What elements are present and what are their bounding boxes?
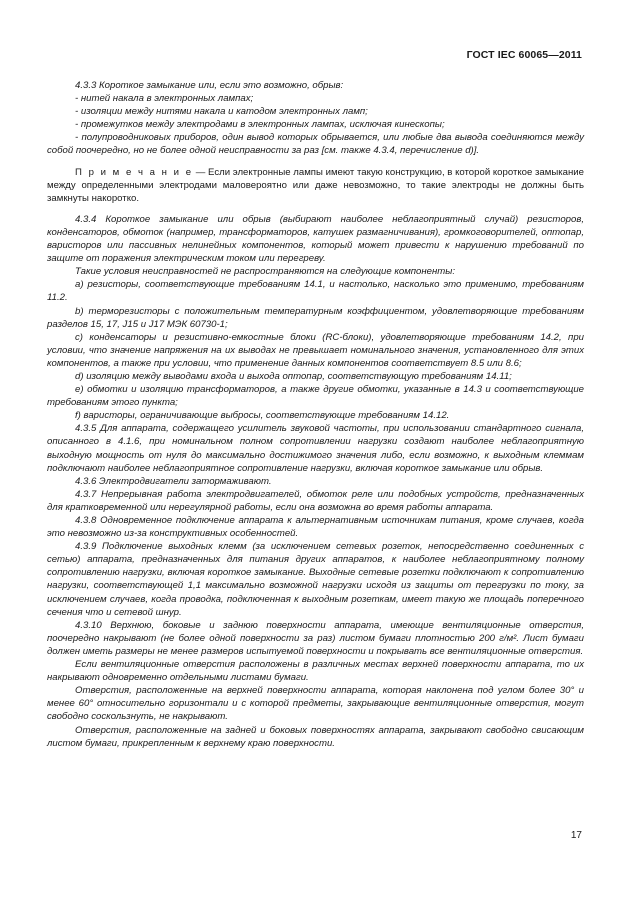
note-label: П р и м е ч а н и е bbox=[75, 166, 194, 178]
page-number: 17 bbox=[570, 830, 582, 841]
list-item: b) терморезисторы с положительным температурным коэффициентом, удовлетворяющие требованиям разделов 15, 17, J15 и J17 МЭК 60730-1; bbox=[47, 305, 584, 330]
paragraph-4-3-3: 4.3.3 Короткое замыкание или, если это возможно, обрыв: bbox=[75, 80, 344, 91]
list-item: - нитей накала в электронных лампах; bbox=[75, 93, 254, 105]
paragraph: Отверстия, расположенные на задней и боковых поверхностях аппарата, закрывают свободно свисающим листом бумаги, прикрепленным к верхнему краю поверхности. bbox=[47, 724, 584, 749]
paragraph-4-3-10: 4.3.10 Верхнюю, боковые и заднюю поверхности аппарата, имеющие вентиляционные отверстия, поочередно накрывают (не более одной поверхности за раз) листом бумаги плотностью 200 г/м². Лист бумаги должен иметь размеры не менее размеров испытуемой поверхности и покрывать все вентиляционные отверстия. bbox=[47, 619, 584, 657]
paragraph-4-3-9: 4.3.9 Подключение выходных клемм (за исключением сетевых розеток, непосредственно соединенных с сетью) аппарата, предназначенных для питания других аппаратов, к наиболее неблагоприятному полному сопротивлению нагрузки, включая короткое замыкание. Выходные сетевые розетки подключают к сопротивлению нагрузки, соответствующей 1,1 максимально возможной нагрузки исходя из защиты от перегрузки по току, за исключением случаев, когда проводка, подключенная к выходным розеткам, имеет такую же площадь поперечного сечения что и сетевой шнур. bbox=[47, 541, 584, 618]
list-item: f) варисторы, ограничивающие выбросы, соответствующие требованиям 14.12. bbox=[75, 410, 450, 422]
paragraph: Отверстия, расположенные на верхней поверхности аппарата, которая наклонена под углом более 30° и менее 60° относительно горизонтали и с которой предметы, закрывающие вентиляционные отверстия, могут свободно соскользнуть, не накрывают. bbox=[47, 685, 584, 723]
paragraph-4-3-7: 4.3.7 Непрерывная работа электродвигателей, обмоток реле или подобных устройств, предназначенных для кратковременной или нерегулярной работы, если она возможна во время работы аппарата. bbox=[47, 488, 584, 513]
paragraph-4-3-6: 4.3.6 Электродвигатели затормаживают. bbox=[75, 475, 272, 487]
list-item: e) обмотки и изоляцию трансформаторов, а также другие обмотки, указанные в 14.3 и соответствующие требованиям этого пункта; bbox=[47, 384, 584, 409]
standard-header: ГОСТ IEC 60065—2011 bbox=[466, 49, 582, 61]
paragraph-4-3-8: 4.3.8 Одновременное подключение аппарата к альтернативным источникам питания, кроме случаев, когда это невозможно из-за конструктивных особенностей. bbox=[47, 515, 584, 540]
paragraph: Если вентиляционные отверстия расположены в различных местах верхней поверхности аппарата, то их накрывают одновременно отдельными листами бумаги. bbox=[47, 659, 584, 684]
list-item: - изоляции между нитями накала и катодом электронных ламп; bbox=[75, 106, 368, 118]
paragraph-4-3-4: 4.3.4 Короткое замыкание или обрыв (выбирают наиболее неблагоприятный случай) резисторов, конденсаторов, обмоток (например, трансформаторов, катушек размагничивания), громкоговорителей, оптопар, варисторов или пассивных нелинейных компонентов, который может привести к нарушению требований по защите от поражения электрическим током или перегреву. bbox=[47, 213, 584, 265]
paragraph: Такие условия неисправностей не распространяются на следующие компоненты: bbox=[75, 266, 456, 278]
list-item: d) изоляцию между выводами входа и выхода оптопар, соответствующую требованиям 14.11; bbox=[75, 370, 512, 382]
note-paragraph bbox=[47, 166, 584, 205]
document-body bbox=[47, 79, 584, 750]
list-item: - полупроводниковых приборов, один вывод которых обрывается, или любые два вывода соединяются между собой поочередно, но не более одной неисправности за раз [см. также 4.3.4, перечисление d)]. bbox=[47, 132, 584, 157]
paragraph-4-3-5: 4.3.5 Для аппарата, содержащего усилитель звуковой частоты, при использовании стандартного сигнала, описанного в 4.1.6, при номинальном полном сопротивлении нагрузки создают наиболее неблагоприятную выходную мощность от нуля до максимально достижимого значения либо, если возможно, к выходным клеммам подключают наиболее неблагоприятное сопротивление нагрузки, включая короткое замыкание или обрыв. bbox=[47, 423, 584, 474]
list-item: a) резисторы, соответствующие требованиям 14.1, и настолько, насколько это применимо, требованиям 11.2. bbox=[47, 279, 584, 304]
list-item: c) конденсаторы и резистивно-емкостные блоки (RC-блоки), удовлетворяющие требованиям 14.2, при условии, что значение напряжения на их выводах не превышает номинального значения, установленного для этих компонентов, а также при условии, что применение данных компонентов соответствует 8.5 или 8.6; bbox=[47, 331, 584, 369]
list-item: - промежутков между электродами в электронных лампах, исключая кинескопы; bbox=[75, 119, 445, 131]
note-text: — Если электронные лампы имеют такую конструкцию, в которой короткое замыкание между определенными электродами маловероятно или даже невозможно, то такие электроды не должны быть замкнуты накоротко. bbox=[47, 166, 584, 204]
